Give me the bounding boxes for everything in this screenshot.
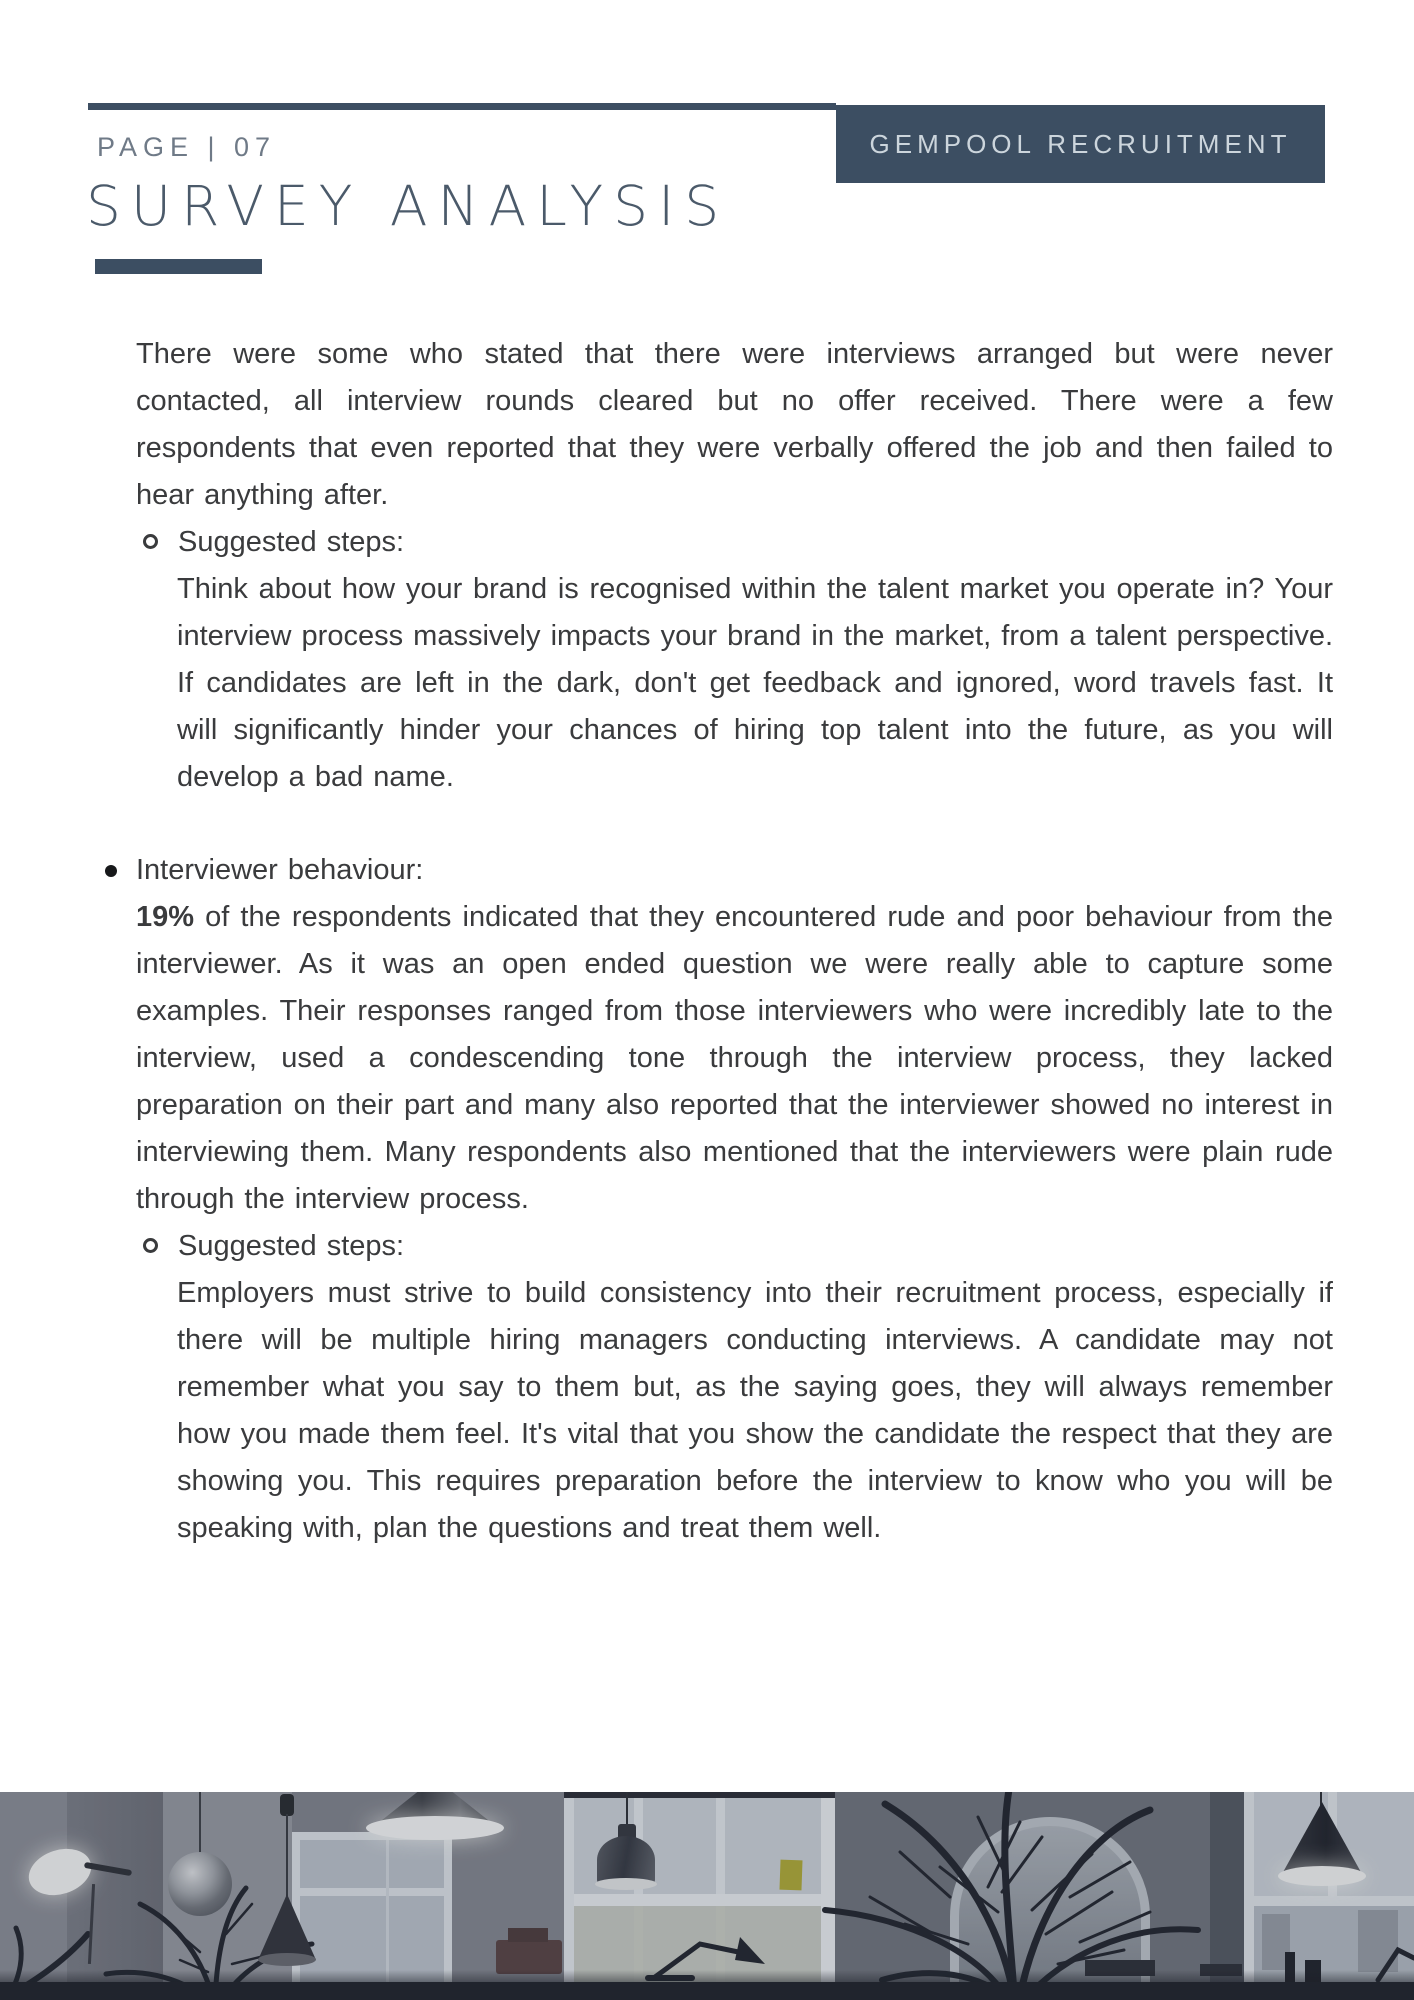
lamp-cord [286,1814,288,1896]
desk-strip [0,1982,1414,2000]
pendant-lamp-rim [258,1953,316,1966]
title-underline-bar [95,259,262,274]
body-text [136,331,1333,1552]
paragraph-consistency-advice: Employers must strive to build consistency into their recruitment process, especially if there will be multiple hiring managers conducting interviews. A candidate may not remember what you say to them but, as the saying goes, they will always remember how you made them feel. It's vital that you show the candidate the respect that they are showing you. This requires preparation before the interview to know who you will be speaking with, plan the questions and treat them well. [177,1277,1333,1544]
brand-name: GEMPOOL RECRUITMENT [869,128,1292,159]
paragraph-brand-advice: Think about how your brand is recognised within the talent market you operate in? Your interview process massively impacts your brand in the market, from a talent perspective. If candidates are left in the dark, don't get feedback and ignored, word travels fast. It will significantly hinder your chances of hiring top talent into the future, as you will develop a bad name. [177,573,1333,793]
header-rule [88,103,836,110]
page-number-label: PAGE | 07 [97,132,277,162]
suggested-steps-label: Suggested steps: [178,1230,405,1262]
paragraph-no-contact: There were some who stated that there were interviews arranged but were never contacted, all interview rounds cleared but no offer received. There were a few respondents that even reported that they were verbally offered the job and then failed to hear anything after. [136,338,1333,511]
stat-19-percent: 19% [136,901,195,933]
plant-silhouettes [0,1792,1414,2000]
brand-banner [836,105,1325,183]
list-item-suggested-steps-2 [136,1223,1333,1270]
pendant-lamp-rim [595,1878,657,1890]
list-item-suggested-steps-1 [136,519,1333,566]
paragraph-statistic [136,894,1333,1223]
pendant-lamp-light [366,1816,504,1840]
lamp-pulley [280,1794,294,1816]
solid-bullet-icon [105,865,117,877]
pendant-lamp [597,1836,655,1884]
page-title: SURVEY ANALYSIS [86,174,730,238]
suggested-steps-label: Suggested steps: [178,526,405,558]
hollow-bullet-icon [143,534,158,549]
hollow-bullet-icon [143,1238,158,1253]
list-item-interviewer-behaviour [136,847,1333,894]
pendant-lamp-light [1278,1866,1366,1886]
office-photo [0,1792,1414,2000]
paragraph-statistic-rest: of the respondents indicated that they encountered rude and poor behaviour from the interviewer. As it was an open ended question we were really able to capture some examples. Their responses ranged from those interviewers who were incredibly late to the interview, used a condescending tone through the interview process, they lacked preparation on their part and many also reported that the interviewer showed no interest in interviewing them. Many respondents also mentioned that the interviewers were plain rude through the interview process. [136,901,1333,1215]
interviewer-behaviour-label: Interviewer behaviour: [136,854,424,886]
